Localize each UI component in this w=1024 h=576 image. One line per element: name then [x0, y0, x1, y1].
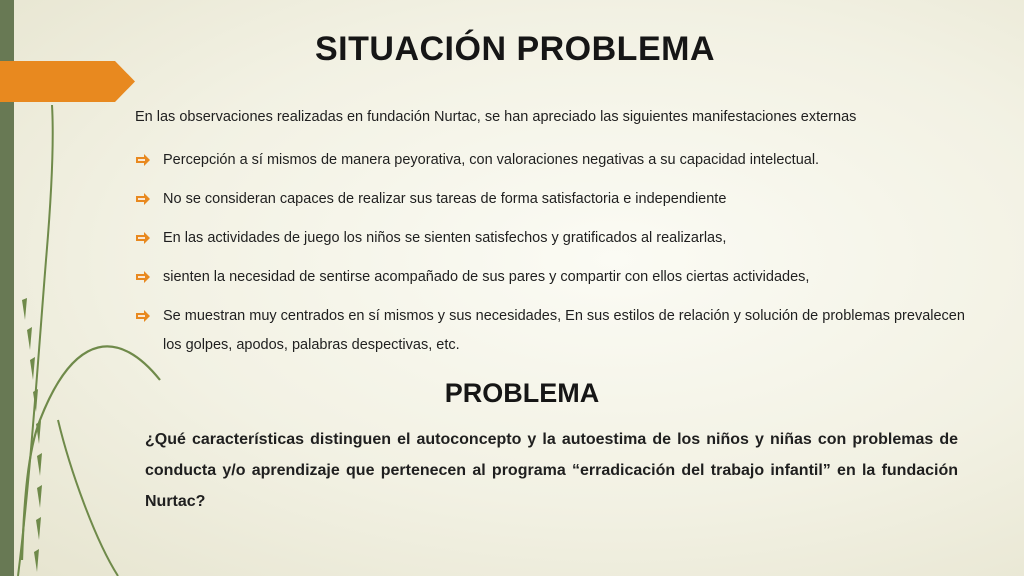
list-item [135, 263, 985, 292]
arrow-bullet-icon [135, 308, 151, 324]
slide-title: SITUACIÓN PROBLEMA [315, 30, 715, 68]
list-item-text: En las actividades de juego los niños se sienten satisfechos y gratificados al realizarlas, [163, 230, 727, 246]
arrow-bullet-icon [135, 269, 151, 285]
list-item-text: sienten la necesidad de sentirse acompañado de sus pares y compartir con ellos ciertas actividades, [163, 269, 810, 285]
intro-text: En las observaciones realizadas en fundación Nurtac, se han apreciado las siguientes manifestaciones externas [135, 109, 857, 125]
arrow-bullet-icon [135, 191, 151, 207]
list-item-text: No se consideran capaces de realizar sus tareas de forma satisfactoria e independiente [163, 191, 727, 207]
section-subtitle: PROBLEMA [444, 378, 600, 408]
list-item [135, 224, 985, 253]
list-item [135, 185, 985, 214]
list-item [135, 302, 985, 360]
arrow-bullet-icon [135, 230, 151, 246]
arrow-bullet-icon [135, 152, 151, 168]
list-item-text: Percepción a sí mismos de manera peyorativa, con valoraciones negativas a su capacidad intelectual. [163, 152, 820, 168]
research-question: ¿Qué características distinguen el autoconcepto y la autoestima de los niños y niñas con problemas de conducta y/o aprendizaje que pertenecen al programa “erradicación del trabajo infantil” en la fundación Nurtac? [145, 431, 958, 510]
list-item-text: Se muestran muy centrados en sí mismos y sus necesidades, En sus estilos de relación y solución de problemas prevalecen los golpes, apodos, palabras despectivas, etc. [163, 308, 965, 353]
list-item [135, 146, 985, 175]
